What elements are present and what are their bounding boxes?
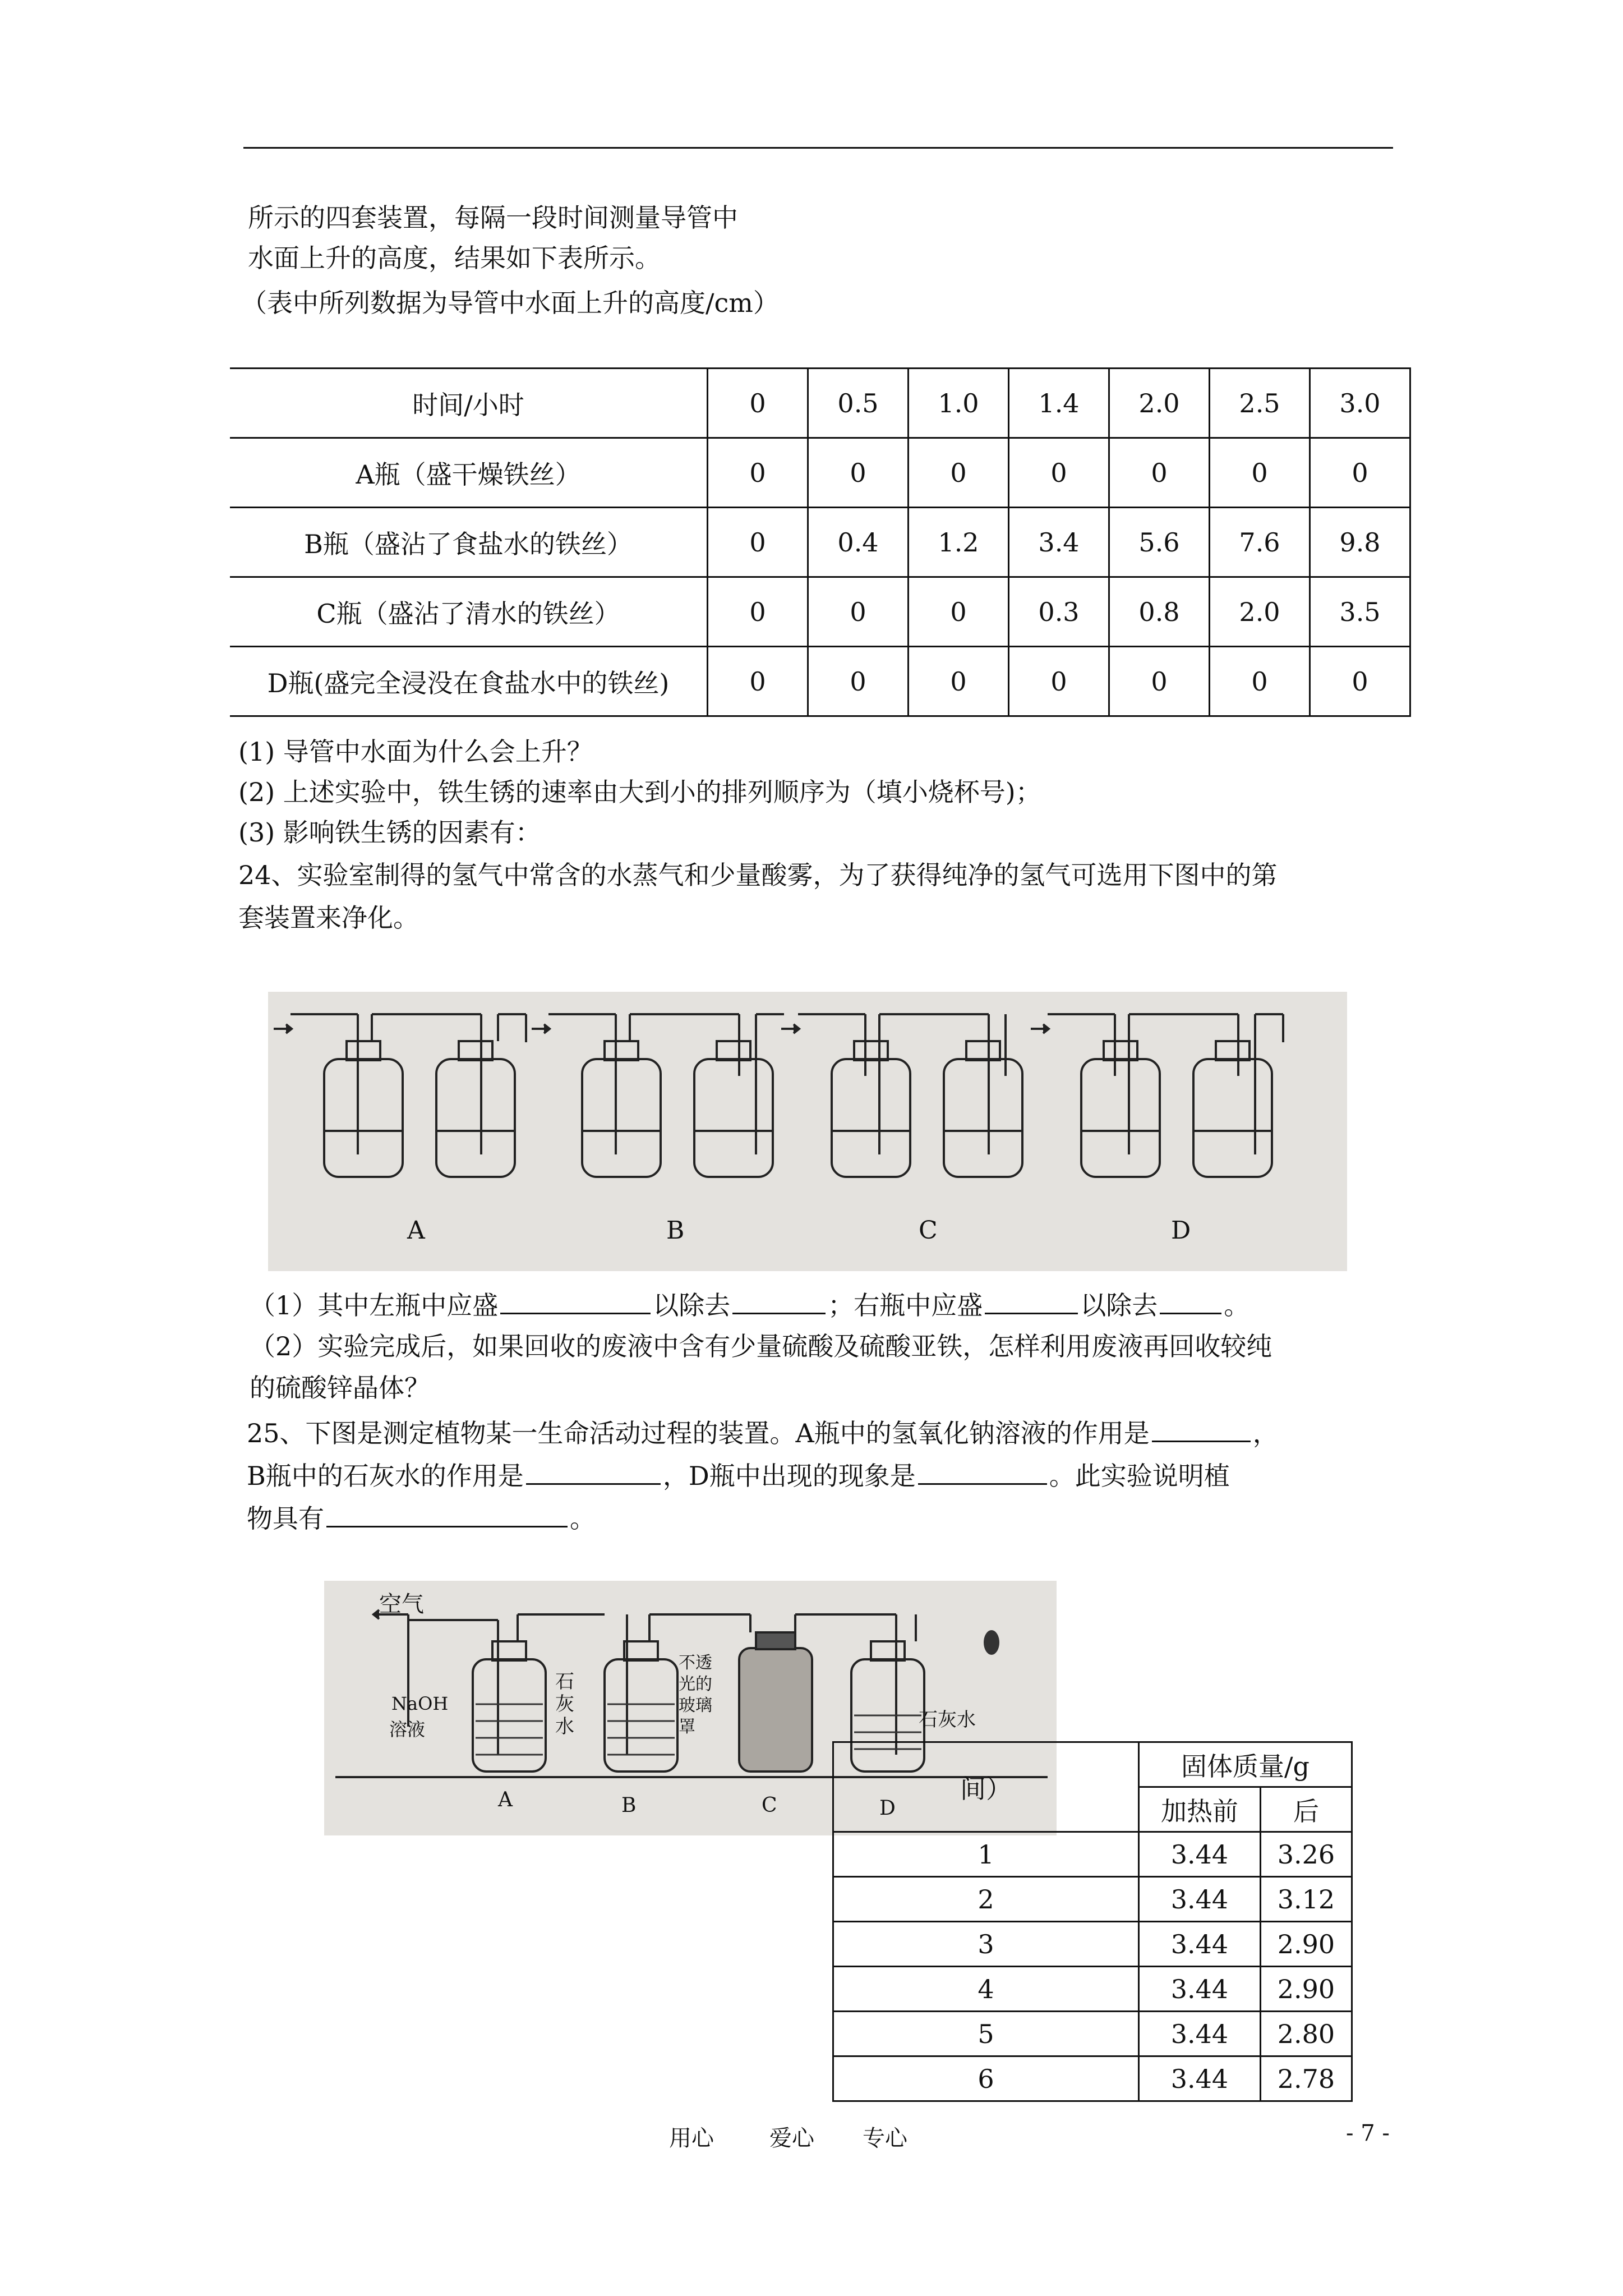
- table-cell: 0: [708, 508, 808, 577]
- table-cell: 0: [1310, 438, 1410, 508]
- apparatus-label-b: B: [621, 1794, 637, 1817]
- table-cell: 3.44: [1139, 1922, 1261, 1967]
- footer-motto-1: 用心: [669, 2125, 714, 2151]
- answer-blank[interactable]: [1152, 1416, 1251, 1442]
- table-row: [833, 1922, 1352, 1967]
- gas-washing-bottles-figure: [268, 992, 1347, 1271]
- figure-label-c: C: [919, 1216, 938, 1245]
- table-cell: 2.78: [1261, 2056, 1352, 2101]
- table-header-mass: 固体质量/g: [1139, 1742, 1352, 1787]
- intro-line-3: （表中所列数据为导管中水面上升的高度/cm）: [241, 288, 779, 318]
- table-cell: 0.3: [1009, 577, 1109, 647]
- table-cell: 1.2: [909, 508, 1009, 577]
- table-cell: 3.44: [1139, 2012, 1261, 2056]
- answer-blank[interactable]: [526, 1458, 661, 1485]
- q25-line-3-end: 。: [570, 1503, 596, 1534]
- answer-blank[interactable]: [500, 1288, 651, 1314]
- intro-line-2: 水面上升的高度，结果如下表所示。: [248, 243, 661, 273]
- table-cell: 4: [833, 1967, 1139, 2012]
- table-cell: 0: [1109, 438, 1210, 508]
- label-char: 石: [555, 1671, 574, 1693]
- q24-line-1: 24、实验室制得的氢气中常含的水蒸气和少量酸雾，为了获得纯净的氢气可选用下图中的第: [238, 860, 1278, 890]
- q25-line-2-text-c: 。此实验说明植: [1049, 1461, 1230, 1491]
- table-cell: 0: [1009, 647, 1109, 716]
- table-row: [230, 369, 1410, 438]
- table-cell: 0: [708, 577, 808, 647]
- bottle-set-c: [781, 1014, 1022, 1177]
- table-cell: 3.5: [1310, 577, 1410, 647]
- rust-rate-table: [230, 367, 1411, 717]
- q25-line-2-text-a: B瓶中的石灰水的作用是: [247, 1461, 524, 1491]
- table-cell: 3.44: [1139, 1967, 1261, 2012]
- table-row: [230, 508, 1410, 577]
- intro-line-1: 所示的四套装置，每隔一段时间测量导管中: [248, 203, 738, 233]
- table-cell: 0: [808, 438, 909, 508]
- table-cell: 0: [708, 369, 808, 438]
- solid-mass-table: [832, 1741, 1353, 2102]
- q23-part-2: (2) 上述实验中，铁生锈的速率由大到小的排列顺序为（填小烧杯号)；: [238, 777, 1041, 807]
- q25-line-1: [247, 1416, 1279, 1450]
- table-cell: 1.0: [909, 369, 1009, 438]
- opaque-cover-label: [679, 1653, 712, 1738]
- table-cell: 3.4: [1009, 508, 1109, 577]
- table-row: [230, 577, 1410, 647]
- answer-blank[interactable]: [732, 1288, 826, 1314]
- table-cell: 3: [833, 1922, 1139, 1967]
- label-line: 罩: [679, 1717, 695, 1737]
- q24-sub-1-text-d: 以除去: [1080, 1290, 1158, 1320]
- footer-motto-3: 专心: [863, 2125, 907, 2151]
- table-cell: 3.12: [1261, 1877, 1352, 1922]
- bottle-set-a: [274, 1014, 526, 1177]
- table-row: [833, 2012, 1352, 2056]
- q24-sub-2-line-2: 的硫酸锌晶体？: [250, 1373, 430, 1403]
- table-cell: 0: [1109, 647, 1210, 716]
- apparatus-label-a: A: [498, 1788, 513, 1811]
- answer-blank[interactable]: [918, 1458, 1047, 1485]
- q24-sub-2-line-1: （2）实验完成后，如果回收的废液中含有少量硫酸及硫酸亚铁，怎样利用废液再回收较纯: [250, 1331, 1272, 1361]
- table-row: [833, 1967, 1352, 2012]
- row-label: A瓶（盛干燥铁丝）: [230, 438, 708, 508]
- table-cell: 3.44: [1139, 2056, 1261, 2101]
- table-cell: 2.0: [1210, 577, 1310, 647]
- table-cell: 5.6: [1109, 508, 1210, 577]
- q25-line-2: [247, 1458, 1230, 1493]
- table-cell: 2: [833, 1877, 1139, 1922]
- table-row: [230, 438, 1410, 508]
- footer-motto-2: 爱心: [769, 2125, 814, 2151]
- table-header-time: 时间/小时: [230, 369, 708, 438]
- label-line: 不透: [679, 1653, 712, 1673]
- table-row: [833, 1832, 1352, 1877]
- table-cell: 1.4: [1009, 369, 1109, 438]
- table-cell: 3.26: [1261, 1832, 1352, 1877]
- table-cell: 7.6: [1210, 508, 1310, 577]
- table-cell: 5: [833, 2012, 1139, 2056]
- label-char: 灰: [555, 1693, 574, 1715]
- table-cell: 0: [1009, 438, 1109, 508]
- table-cell: 0: [708, 647, 808, 716]
- answer-blank[interactable]: [985, 1288, 1078, 1314]
- answer-blank[interactable]: [326, 1501, 568, 1527]
- table-cell: 0: [808, 647, 909, 716]
- limewater-b-label: [555, 1671, 574, 1738]
- air-label: 空气: [379, 1591, 424, 1617]
- limewater-d-label: 石灰水: [919, 1709, 976, 1731]
- table-header-time: 间）: [833, 1742, 1139, 1832]
- table-cell: 0: [808, 577, 909, 647]
- label-char: 水: [555, 1715, 574, 1738]
- label-line: 玻璃: [679, 1696, 712, 1715]
- table-row: [230, 647, 1410, 716]
- q24-sub-1-text-c: ；右瓶中应盛: [828, 1290, 983, 1320]
- q24-sub-1-text-a: （1）其中左瓶中应盛: [250, 1290, 499, 1320]
- q24-sub-1-text-b: 以除去: [653, 1290, 731, 1320]
- q25-line-1-comma: ，: [1252, 1418, 1279, 1448]
- row-label: B瓶（盛沾了食盐水的铁丝）: [230, 508, 708, 577]
- table-cell: 2.90: [1261, 1967, 1352, 2012]
- table-row: [833, 1877, 1352, 1922]
- naoh-label: NaOH: [391, 1693, 449, 1714]
- table-cell: 2.90: [1261, 1922, 1352, 1967]
- table-cell: 0.4: [808, 508, 909, 577]
- q25-line-1-text: 25、下图是测定植物某一生命活动过程的装置。A瓶中的氢氧化钠溶液的作用是: [247, 1418, 1150, 1448]
- page-number: - 7 -: [1346, 2120, 1390, 2146]
- table-cell: 0: [909, 577, 1009, 647]
- bottle-set-b: [532, 1014, 784, 1177]
- apparatus-label-c: C: [762, 1794, 777, 1817]
- figure-label-a: A: [407, 1216, 425, 1245]
- table-cell: 6: [833, 2056, 1139, 2101]
- naoh-solution-label: 溶液: [389, 1719, 426, 1740]
- table-cell: 2.0: [1109, 369, 1210, 438]
- table-row: [833, 2056, 1352, 2101]
- table-cell: 2.5: [1210, 369, 1310, 438]
- table-header-after: 后: [1261, 1787, 1352, 1832]
- table-row: [833, 1742, 1352, 1787]
- q24-sub-1: [250, 1288, 1249, 1322]
- q25-line-3-text: 物具有: [247, 1503, 324, 1534]
- q23-part-3: (3) 影响铁生锈的因素有：: [238, 817, 541, 848]
- q23-part-1: (1) 导管中水面为什么会上升？: [238, 737, 593, 767]
- table-cell: 3.0: [1310, 369, 1410, 438]
- table-cell: 1: [833, 1832, 1139, 1877]
- table-cell: 0: [1310, 647, 1410, 716]
- table-cell: 0: [708, 438, 808, 508]
- label-line: 光的: [679, 1674, 712, 1694]
- q25-line-2-text-b: ，D瓶中出现的现象是: [662, 1461, 916, 1491]
- table-cell: 0: [1210, 647, 1310, 716]
- header-rule: [243, 147, 1393, 149]
- table-cell: 0: [1210, 438, 1310, 508]
- figure-label-d: D: [1171, 1216, 1191, 1245]
- apparatus-label-d: D: [879, 1797, 896, 1820]
- table-cell: 3.44: [1139, 1877, 1261, 1922]
- q24-line-2: 套装置来净化。: [238, 903, 419, 933]
- table-cell: 0: [909, 438, 1009, 508]
- row-label: D瓶(盛完全浸没在食盐水中的铁丝): [230, 647, 708, 716]
- row-label: C瓶（盛沾了清水的铁丝）: [230, 577, 708, 647]
- bottle-set-d: [1031, 1014, 1283, 1177]
- table-cell: 2.80: [1261, 2012, 1352, 2056]
- table-cell: 0.8: [1109, 577, 1210, 647]
- q24-sub-1-text-e: 。: [1224, 1290, 1250, 1320]
- answer-blank[interactable]: [1160, 1288, 1221, 1314]
- figure-label-b: B: [666, 1216, 685, 1245]
- q25-line-3: [247, 1501, 596, 1535]
- table-cell: 0.5: [808, 369, 909, 438]
- table-cell: 0: [909, 647, 1009, 716]
- table-cell: 9.8: [1310, 508, 1410, 577]
- table-header-before: 加热前: [1139, 1787, 1261, 1832]
- table-cell: 3.44: [1139, 1832, 1261, 1877]
